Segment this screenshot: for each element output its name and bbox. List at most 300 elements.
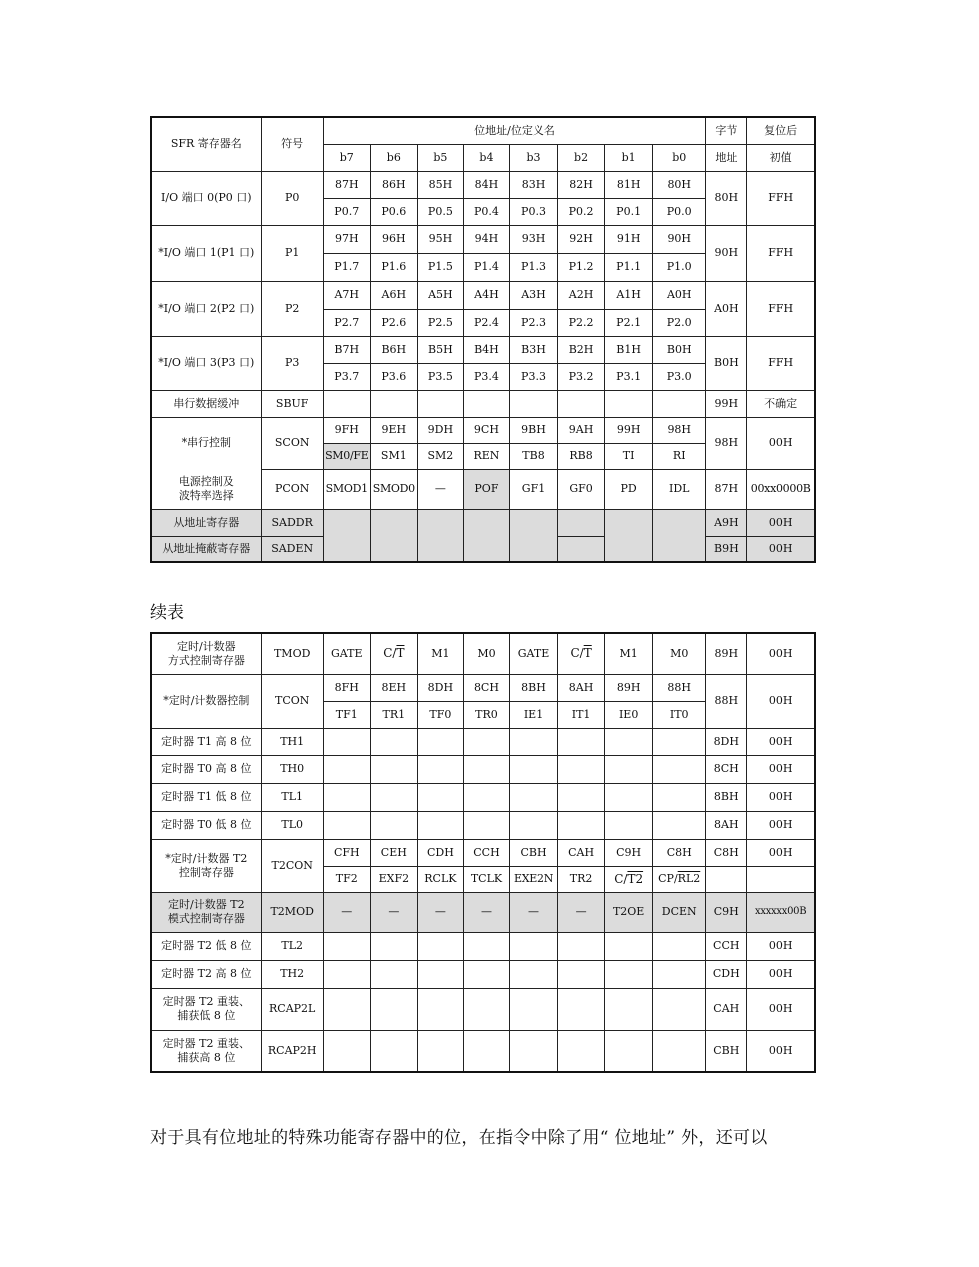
empty-cell	[370, 755, 417, 783]
register-symbol: RCAP2H	[261, 1030, 323, 1072]
byte-address: 8AH	[706, 811, 747, 839]
reset-value: 不确定	[747, 390, 815, 417]
register-name: 定时器 T0 低 8 位	[151, 811, 261, 839]
register-name-line: 模式控制寄存器	[167, 912, 245, 925]
empty-cell	[509, 509, 557, 562]
header-byte-addr: 字节	[706, 117, 747, 144]
register-symbol: TL2	[261, 932, 323, 960]
reset-value: 00H	[747, 728, 815, 755]
bit-definition: —	[509, 892, 557, 932]
byte-address: CCH	[706, 932, 747, 960]
register-name	[151, 839, 261, 892]
bit-definition: P0.4	[463, 198, 509, 225]
empty-cell	[558, 960, 605, 988]
bit-address: CCH	[463, 839, 509, 866]
bit-address: A1H	[605, 281, 653, 309]
empty-cell	[370, 728, 417, 755]
empty-cell	[605, 783, 653, 811]
header-bit: b7	[323, 144, 370, 171]
empty-cell	[558, 932, 605, 960]
bit-address: 81H	[605, 171, 653, 198]
register-symbol: T2MOD	[261, 892, 323, 932]
bit-address: B1H	[605, 336, 653, 363]
empty-cell	[370, 390, 417, 417]
empty-cell	[370, 988, 417, 1030]
register-name	[151, 892, 261, 932]
byte-address: CBH	[706, 1030, 747, 1072]
bit-address: 98H	[653, 417, 706, 443]
bit-address: 89H	[605, 674, 653, 701]
empty-cell	[509, 960, 557, 988]
empty-cell	[605, 728, 653, 755]
empty-cell	[463, 390, 509, 417]
bit-definition: —	[417, 892, 463, 932]
empty-cell	[417, 755, 463, 783]
empty-cell	[605, 988, 653, 1030]
bit-definition: P0.5	[417, 198, 463, 225]
bit-definition: —	[323, 892, 370, 932]
reset-value: 00H	[747, 417, 815, 469]
register-name-line: *定时/计数器 T2	[165, 851, 248, 865]
register-name: *定时/计数器控制	[151, 674, 261, 728]
register-name-line: 定时器 T2 重装、	[162, 1036, 250, 1050]
bit-address: B4H	[463, 336, 509, 363]
empty-cell	[323, 811, 370, 839]
bit-address: 8CH	[463, 674, 509, 701]
bit-definition: TB8	[509, 443, 557, 469]
empty-cell	[747, 866, 815, 892]
byte-address: A9H	[706, 509, 747, 536]
bit-definition: GATE	[509, 633, 557, 674]
bit-address: 83H	[509, 171, 557, 198]
empty-cell	[370, 960, 417, 988]
bit-definition: IDL	[653, 469, 706, 509]
bit-definition: M0	[463, 633, 509, 674]
bit-definition: P2.7	[323, 309, 370, 336]
bit-definition: GF1	[509, 469, 557, 509]
empty-cell	[323, 783, 370, 811]
register-symbol: PCON	[261, 469, 323, 509]
bit-definition: $C/\overline{T}$	[370, 633, 417, 674]
bit-definition: PD	[605, 469, 653, 509]
bit-definition: C/T2	[605, 866, 653, 892]
empty-cell	[463, 509, 509, 562]
empty-cell	[653, 728, 706, 755]
header-bit: b5	[417, 144, 463, 171]
header-bit: b3	[509, 144, 557, 171]
empty-cell	[417, 988, 463, 1030]
bit-address: 87H	[323, 171, 370, 198]
bit-definition: IT0	[653, 701, 706, 728]
empty-cell	[558, 755, 605, 783]
empty-cell	[417, 728, 463, 755]
reset-value: 00H	[747, 1030, 815, 1072]
reset-value: FFH	[747, 171, 815, 225]
register-symbol: TH0	[261, 755, 323, 783]
header-bit: b2	[558, 144, 605, 171]
bit-address: CFH	[323, 839, 370, 866]
register-name	[151, 1030, 261, 1072]
register-symbol: RCAP2L	[261, 988, 323, 1030]
register-name: 定时器 T1 高 8 位	[151, 728, 261, 755]
bit-definition: —	[463, 892, 509, 932]
register-symbol: P0	[261, 171, 323, 225]
empty-cell	[417, 509, 463, 562]
bit-address: B2H	[558, 336, 605, 363]
bit-address: CEH	[370, 839, 417, 866]
reset-value: xxxxxx00B	[747, 892, 815, 932]
register-name: 串行数据缓冲	[151, 390, 261, 417]
empty-cell	[653, 755, 706, 783]
empty-cell	[323, 390, 370, 417]
header-bit: b0	[653, 144, 706, 171]
empty-cell	[653, 811, 706, 839]
bit-definition: TR2	[558, 866, 605, 892]
bit-address: B5H	[417, 336, 463, 363]
empty-cell	[463, 1030, 509, 1072]
reset-value: 00H	[747, 536, 815, 562]
bit-definition: P1.1	[605, 253, 653, 281]
bit-address: 82H	[558, 171, 605, 198]
register-name-line: 电源控制及	[178, 474, 234, 488]
empty-cell	[323, 728, 370, 755]
empty-cell	[509, 988, 557, 1030]
bit-address: A6H	[370, 281, 417, 309]
empty-cell	[323, 1030, 370, 1072]
bit-definition: P3.1	[605, 363, 653, 390]
bit-definition: TI	[605, 443, 653, 469]
empty-cell	[417, 783, 463, 811]
empty-cell	[370, 783, 417, 811]
bit-definition: SM1	[370, 443, 417, 469]
bit-address: 91H	[605, 225, 653, 253]
bit-definition: RI	[653, 443, 706, 469]
bit-definition: DCEN	[653, 892, 706, 932]
bit-address: 93H	[509, 225, 557, 253]
empty-cell	[509, 755, 557, 783]
register-name: 定时器 T1 低 8 位	[151, 783, 261, 811]
empty-cell	[605, 755, 653, 783]
empty-cell	[463, 728, 509, 755]
bit-definition: P3.6	[370, 363, 417, 390]
bit-address: CBH	[509, 839, 557, 866]
byte-address: C9H	[706, 892, 747, 932]
bit-address: C9H	[605, 839, 653, 866]
register-name	[151, 469, 261, 509]
empty-cell	[653, 1030, 706, 1072]
bit-definition: P2.0	[653, 309, 706, 336]
bit-definition: RB8	[558, 443, 605, 469]
register-name	[151, 633, 261, 674]
bit-definition: EXF2	[370, 866, 417, 892]
empty-cell	[323, 932, 370, 960]
bit-definition: P2.4	[463, 309, 509, 336]
register-name: I/O 端口 0(P0 口)	[151, 171, 261, 225]
bit-definition: P0.2	[558, 198, 605, 225]
header-reset: 初值	[747, 144, 815, 171]
bit-address: 96H	[370, 225, 417, 253]
byte-address: 90H	[706, 225, 747, 281]
bit-definition: P2.5	[417, 309, 463, 336]
empty-cell	[417, 960, 463, 988]
byte-address: A0H	[706, 281, 747, 336]
empty-cell	[706, 866, 747, 892]
bit-definition: P1.0	[653, 253, 706, 281]
register-name-line: 定时器 T2 重装、	[162, 995, 250, 1008]
empty-cell	[653, 783, 706, 811]
bit-definition: —	[370, 892, 417, 932]
bit-definition: P3.2	[558, 363, 605, 390]
bit-address: B7H	[323, 336, 370, 363]
register-symbol: TH1	[261, 728, 323, 755]
byte-address: 8BH	[706, 783, 747, 811]
byte-address: 8DH	[706, 728, 747, 755]
bit-definition: TF0	[417, 701, 463, 728]
reset-value: 00H	[747, 811, 815, 839]
reset-value: 00H	[747, 988, 815, 1030]
empty-cell	[370, 1030, 417, 1072]
bit-definition: SM0/FE	[323, 443, 370, 469]
register-symbol: TCON	[261, 674, 323, 728]
bit-address: 9EH	[370, 417, 417, 443]
bit-definition: GF0	[558, 469, 605, 509]
empty-cell	[605, 1030, 653, 1072]
bit-definition: M1	[605, 633, 653, 674]
bit-address: A5H	[417, 281, 463, 309]
bit-address: 8BH	[509, 674, 557, 701]
header-bit: b1	[605, 144, 653, 171]
bit-definition: P1.5	[417, 253, 463, 281]
register-name-line: 方式控制寄存器	[167, 653, 245, 667]
reset-value: 00H	[747, 633, 815, 674]
bit-address: A3H	[509, 281, 557, 309]
empty-cell	[653, 988, 706, 1030]
bit-definition: POF	[463, 469, 509, 509]
empty-cell	[558, 509, 605, 536]
empty-cell	[509, 1030, 557, 1072]
byte-address: B9H	[706, 536, 747, 562]
register-name: 定时器 T0 高 8 位	[151, 755, 261, 783]
empty-cell	[463, 755, 509, 783]
bit-address: A4H	[463, 281, 509, 309]
empty-cell	[417, 811, 463, 839]
reset-value: 00xx0000B	[747, 469, 815, 509]
bit-definition: P1.6	[370, 253, 417, 281]
bit-address: 9FH	[323, 417, 370, 443]
register-name: 定时器 T2 低 8 位	[151, 932, 261, 960]
register-symbol: TL0	[261, 811, 323, 839]
header-byte-addr: 地址	[706, 144, 747, 171]
bit-address: A2H	[558, 281, 605, 309]
byte-address: 80H	[706, 171, 747, 225]
header-reset: 复位后	[747, 117, 815, 144]
empty-cell	[370, 932, 417, 960]
register-name: 从地址寄存器	[151, 509, 261, 536]
empty-cell	[558, 390, 605, 417]
reset-value: 00H	[747, 783, 815, 811]
bit-definition: SMOD0	[370, 469, 417, 509]
empty-cell	[558, 783, 605, 811]
bit-address: 95H	[417, 225, 463, 253]
bit-definition: M1	[417, 633, 463, 674]
bit-definition: SMOD1	[323, 469, 370, 509]
bit-definition: TF1	[323, 701, 370, 728]
bit-address: 90H	[653, 225, 706, 253]
bit-address: B0H	[653, 336, 706, 363]
empty-cell	[509, 728, 557, 755]
bit-address: 80H	[653, 171, 706, 198]
byte-address: 99H	[706, 390, 747, 417]
bit-address: 86H	[370, 171, 417, 198]
empty-cell	[509, 783, 557, 811]
bit-address: 9CH	[463, 417, 509, 443]
reset-value: FFH	[747, 281, 815, 336]
empty-cell	[323, 755, 370, 783]
empty-cell	[558, 728, 605, 755]
bit-address: C8H	[653, 839, 706, 866]
empty-cell	[558, 1030, 605, 1072]
byte-address: CAH	[706, 988, 747, 1030]
register-symbol: TH2	[261, 960, 323, 988]
bit-definition: P0.7	[323, 198, 370, 225]
bit-definition: P0.6	[370, 198, 417, 225]
empty-cell	[605, 960, 653, 988]
bit-address: 85H	[417, 171, 463, 198]
bit-address: B3H	[509, 336, 557, 363]
bit-definition: P0.1	[605, 198, 653, 225]
register-symbol: TMOD	[261, 633, 323, 674]
bit-address: 97H	[323, 225, 370, 253]
empty-cell	[509, 932, 557, 960]
register-symbol: SADDR	[261, 509, 323, 536]
register-symbol: P3	[261, 336, 323, 390]
bit-definition: GATE	[323, 633, 370, 674]
empty-cell	[370, 509, 417, 562]
bit-definition: SM2	[417, 443, 463, 469]
register-name: 从地址掩蔽寄存器	[151, 536, 261, 562]
register-symbol: SADEN	[261, 536, 323, 562]
reset-value: 00H	[747, 932, 815, 960]
bit-definition: RCLK	[417, 866, 463, 892]
header-bit: b6	[370, 144, 417, 171]
bit-address: 8DH	[417, 674, 463, 701]
bit-definition: $C/\overline{T}$	[558, 633, 605, 674]
bit-definition: —	[558, 892, 605, 932]
register-symbol: SCON	[261, 417, 323, 469]
sfr-table-main	[150, 116, 816, 563]
bit-definition: P3.5	[417, 363, 463, 390]
bit-definition: P1.2	[558, 253, 605, 281]
header-symbol: 符号	[261, 117, 323, 171]
register-name	[151, 988, 261, 1030]
table-continued-caption: 续表	[150, 603, 184, 623]
empty-cell	[463, 932, 509, 960]
empty-cell	[323, 509, 370, 562]
bit-address: 9BH	[509, 417, 557, 443]
register-name-line: 波特率选择	[178, 488, 234, 502]
empty-cell	[605, 811, 653, 839]
bit-address: 88H	[653, 674, 706, 701]
bit-definition: P2.2	[558, 309, 605, 336]
bit-definition: TF2	[323, 866, 370, 892]
bit-definition: P1.3	[509, 253, 557, 281]
bit-definition: P1.4	[463, 253, 509, 281]
empty-cell	[370, 811, 417, 839]
reset-value: 00H	[747, 509, 815, 536]
empty-cell	[605, 509, 653, 562]
byte-address: C8H	[706, 839, 747, 866]
byte-address: 88H	[706, 674, 747, 728]
header-bit-group: 位地址/位定义名	[323, 117, 706, 144]
register-symbol: T2CON	[261, 839, 323, 892]
byte-address: B0H	[706, 336, 747, 390]
empty-cell	[417, 1030, 463, 1072]
bit-definition: P3.7	[323, 363, 370, 390]
body-paragraph: 对于具有位地址的特殊功能寄存器中的位，在指令中除了用“ 位地址” 外，还可以	[150, 1128, 768, 1148]
bit-definition: TR1	[370, 701, 417, 728]
bit-definition: CP/RL2	[653, 866, 706, 892]
bit-address: 84H	[463, 171, 509, 198]
bit-definition: P3.4	[463, 363, 509, 390]
bit-address: 9AH	[558, 417, 605, 443]
bit-address: 99H	[605, 417, 653, 443]
empty-cell	[463, 988, 509, 1030]
register-name: 定时器 T2 高 8 位	[151, 960, 261, 988]
bit-address: A0H	[653, 281, 706, 309]
empty-cell	[509, 811, 557, 839]
bit-definition: —	[417, 469, 463, 509]
bit-definition: P0.3	[509, 198, 557, 225]
byte-address: 89H	[706, 633, 747, 674]
bit-definition: M0	[653, 633, 706, 674]
register-name-line: 定时/计数器	[176, 639, 236, 653]
bit-definition: P1.7	[323, 253, 370, 281]
empty-cell	[463, 783, 509, 811]
bit-definition: EXE2N	[509, 866, 557, 892]
bit-address: 92H	[558, 225, 605, 253]
header-bit: b4	[463, 144, 509, 171]
empty-cell	[558, 988, 605, 1030]
bit-definition: P2.6	[370, 309, 417, 336]
reset-value: 00H	[747, 960, 815, 988]
byte-address: 8CH	[706, 755, 747, 783]
empty-cell	[653, 932, 706, 960]
register-symbol: P2	[261, 281, 323, 336]
reset-value: 00H	[747, 755, 815, 783]
reset-value: 00H	[747, 839, 815, 866]
bit-address: 9DH	[417, 417, 463, 443]
register-name: *I/O 端口 2(P2 口)	[151, 281, 261, 336]
register-symbol: SBUF	[261, 390, 323, 417]
bit-definition: P0.0	[653, 198, 706, 225]
empty-cell	[463, 960, 509, 988]
empty-cell	[605, 390, 653, 417]
bit-address: A7H	[323, 281, 370, 309]
bit-definition: IT1	[558, 701, 605, 728]
bit-definition: IE1	[509, 701, 557, 728]
bit-address: 8AH	[558, 674, 605, 701]
bit-definition: P3.0	[653, 363, 706, 390]
bit-address: 94H	[463, 225, 509, 253]
empty-cell	[417, 390, 463, 417]
bit-definition: P2.3	[509, 309, 557, 336]
bit-address: B6H	[370, 336, 417, 363]
byte-address: 87H	[706, 469, 747, 509]
bit-address: CAH	[558, 839, 605, 866]
empty-cell	[605, 932, 653, 960]
register-name-line: 定时/计数器 T2	[168, 898, 245, 911]
reset-value: FFH	[747, 336, 815, 390]
